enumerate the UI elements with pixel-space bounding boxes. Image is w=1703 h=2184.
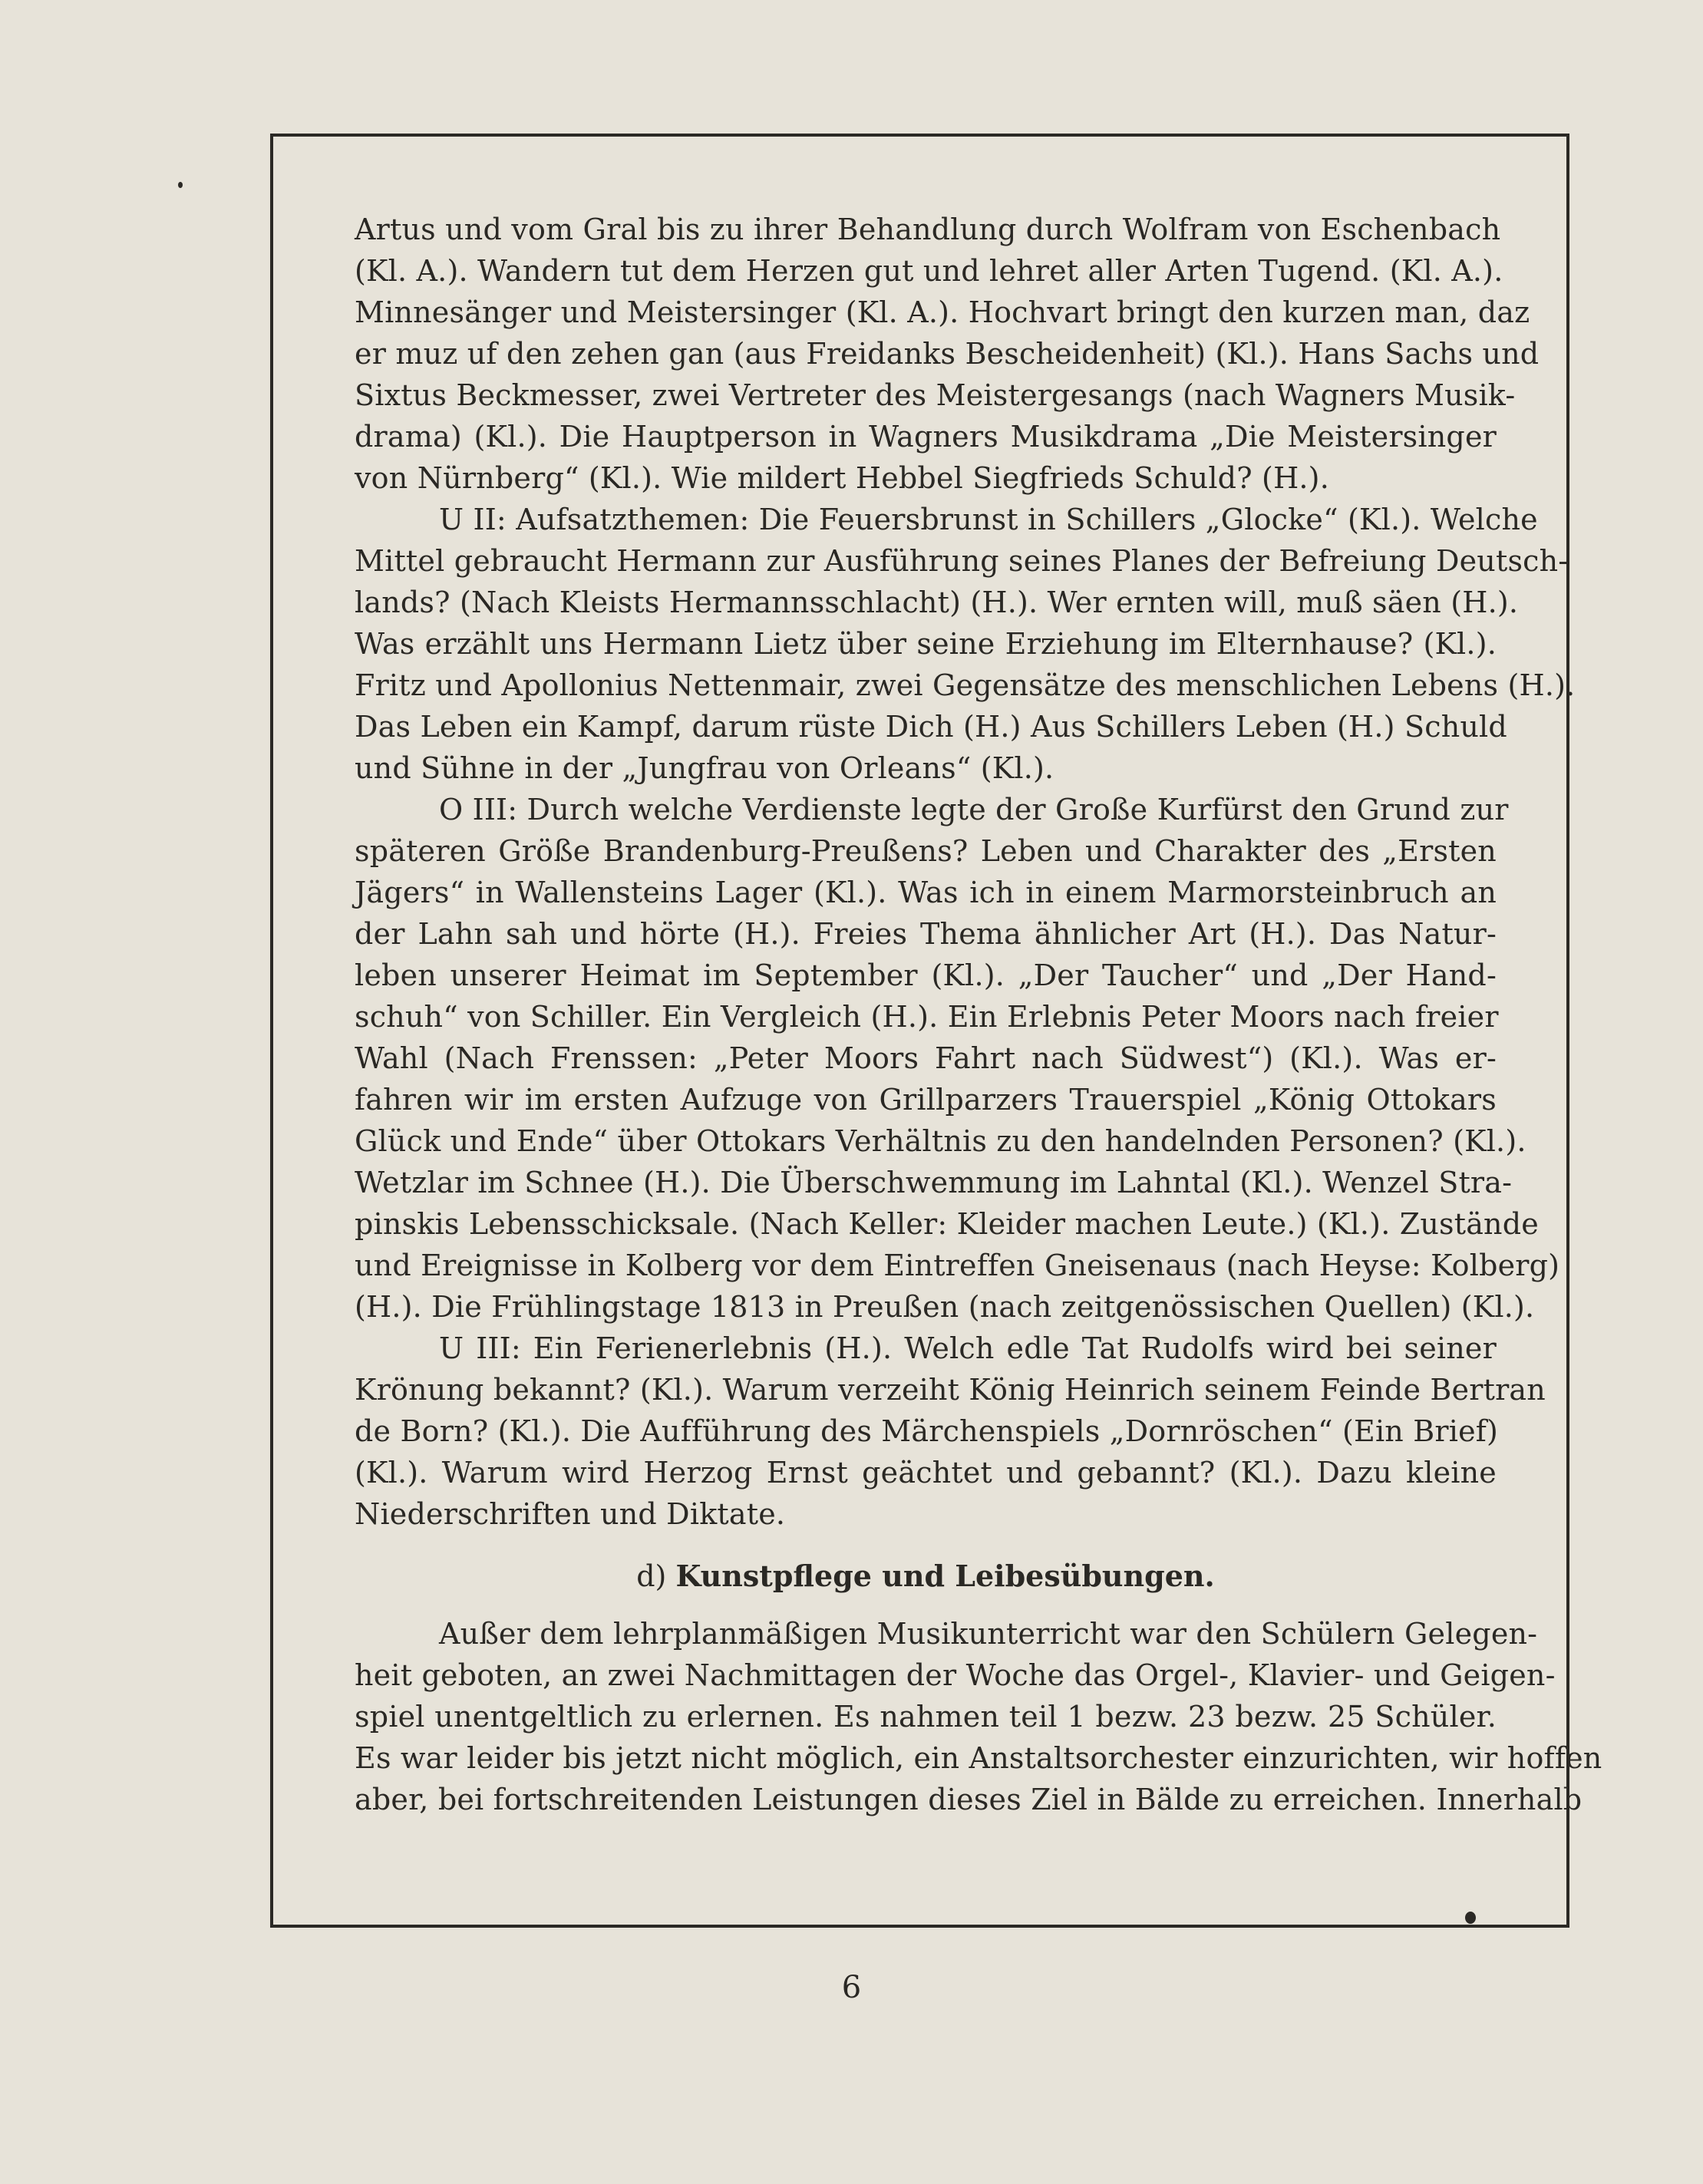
text-line: de Born? (Kl.). Die Aufführung des Märchenspiels „Dornröschen“ (Ein Brief) xyxy=(355,1414,1499,1448)
text-line: Was erzählt uns Hermann Lietz über seine Erziehung im Elternhause? (Kl.). xyxy=(355,627,1497,661)
text-line: schuh“ von Schiller. Ein Vergleich (H.). Ein Erlebnis Peter Moors nach freier xyxy=(355,1000,1499,1034)
ink-speck xyxy=(178,182,183,188)
ink-speck xyxy=(1465,1912,1476,1924)
text-line: von Nürnberg“ (Kl.). Wie mildert Hebbel Siegfrieds Schuld? (H.). xyxy=(355,461,1329,495)
text-line: (H.). Die Frühlingstage 1813 in Preußen (nach zeitgenössischen Quellen) (Kl.). xyxy=(355,1290,1535,1324)
section-heading xyxy=(355,1553,1497,1599)
paragraph xyxy=(355,209,1540,499)
text-line: (Kl.). Warum wird Herzog Ernst geächtet und gebannt? (Kl.). Dazu kleine xyxy=(355,1456,1497,1490)
text-line: Mittel gebraucht Hermann zur Ausführung seines Planes der Befreiung Deutsch- xyxy=(355,544,1569,578)
paragraph xyxy=(355,499,1576,789)
text-line: er muz uf den zehen gan (aus Freidanks Bescheidenheit) (Kl.). Hans Sachs und xyxy=(355,337,1540,371)
text-line: Das Leben ein Kampf, darum rüste Dich (H.) Aus Schillers Leben (H.) Schuld xyxy=(355,710,1507,744)
text-line: drama) (Kl.). Die Hauptperson in Wagners Musikdrama „Die Meistersinger xyxy=(355,420,1497,454)
text-line: heit geboten, an zwei Nachmittagen der Woche das Orgel-, Klavier- und Geigen- xyxy=(355,1658,1556,1692)
text-line: spiel unentgeltlich zu erlernen. Es nahmen teil 1 bezw. 23 bezw. 25 Schüler. xyxy=(355,1700,1497,1734)
text-line: Jägers“ in Wallensteins Lager (Kl.). Was ich in einem Marmorsteinbruch an xyxy=(355,876,1497,909)
text-line: Krönung bekannt? (Kl.). Warum verzeiht König Heinrich seinem Feinde Bertran xyxy=(355,1373,1546,1407)
text-line: leben unserer Heimat im September (Kl.). „Der Taucher“ und „Der Hand- xyxy=(355,958,1497,992)
text-line: der Lahn sah und hörte (H.). Freies Thema ähnlicher Art (H.). Das Natur- xyxy=(355,917,1497,951)
text-line: Artus und vom Gral bis zu ihrer Behandlung durch Wolfram von Eschenbach xyxy=(355,213,1501,246)
body-text xyxy=(355,209,1602,1820)
page-number: 6 xyxy=(841,1970,862,2005)
text-line: und Sühne in der „Jungfrau von Orleans“ (Kl.). xyxy=(355,751,1054,785)
text-line: O III: Durch welche Verdienste legte der Große Kurfürst den Grund zur xyxy=(439,793,1509,826)
text-line: U II: Aufsatzthemen: Die Feuersbrunst in Schillers „Glocke“ (Kl.). Welche xyxy=(439,503,1538,536)
text-line: pinskis Lebensschicksale. (Nach Keller: Kleider machen Leute.) (Kl.). Zustände xyxy=(355,1207,1539,1241)
text-line: und Ereignisse in Kolberg vor dem Eintreffen Gneisenaus (nach Heyse: Kolberg) xyxy=(355,1249,1560,1282)
section-heading-prefix: d) xyxy=(636,1559,667,1593)
text-line: lands? (Nach Kleists Hermannsschlacht) (H.). Wer ernten will, muß säen (H.). xyxy=(355,586,1519,619)
text-line: Glück und Ende“ über Ottokars Verhältnis zu den handelnden Personen? (Kl.). xyxy=(355,1124,1526,1158)
paragraph xyxy=(355,789,1560,1328)
text-line: Fritz und Apollonius Nettenmair, zwei Gegensätze des menschlichen Lebens (H.). xyxy=(355,668,1576,702)
text-line: Niederschriften und Diktate. xyxy=(355,1497,786,1531)
paragraph xyxy=(355,1328,1546,1535)
text-line: Wahl (Nach Frenssen: „Peter Moors Fahrt nach Südwest“) (Kl.). Was er- xyxy=(355,1041,1497,1075)
text-line: Minnesänger und Meistersinger (Kl. A.). Hochvart bringt den kurzen man, daz xyxy=(355,295,1530,329)
section-heading-title: Kunstpflege und Leibesübungen. xyxy=(675,1559,1215,1593)
text-line: Wetzlar im Schnee (H.). Die Überschwemmung im Lahntal (Kl.). Wenzel Stra- xyxy=(355,1166,1513,1199)
paragraph xyxy=(355,1613,1602,1820)
text-line: späteren Größe Brandenburg-Preußens? Leben und Charakter des „Ersten xyxy=(355,834,1497,868)
text-line: aber, bei fortschreitenden Leistungen dieses Ziel in Bälde zu erreichen. Innerhalb xyxy=(355,1783,1583,1816)
text-line: Es war leider bis jetzt nicht möglich, ein Anstaltsorchester einzurichten, wir hoffen xyxy=(355,1741,1602,1775)
text-line: (Kl. A.). Wandern tut dem Herzen gut und lehret aller Arten Tugend. (Kl. A.). xyxy=(355,254,1503,288)
text-line: Sixtus Beckmesser, zwei Vertreter des Meistergesangs (nach Wagners Musik- xyxy=(355,378,1516,412)
text-line: Außer dem lehrplanmäßigen Musikunterricht war den Schülern Gelegen- xyxy=(439,1617,1538,1651)
text-line: fahren wir im ersten Aufzuge von Grillparzers Trauerspiel „König Ottokars xyxy=(355,1083,1497,1117)
text-line: U III: Ein Ferienerlebnis (H.). Welch edle Tat Rudolfs wird bei seiner xyxy=(439,1331,1497,1365)
